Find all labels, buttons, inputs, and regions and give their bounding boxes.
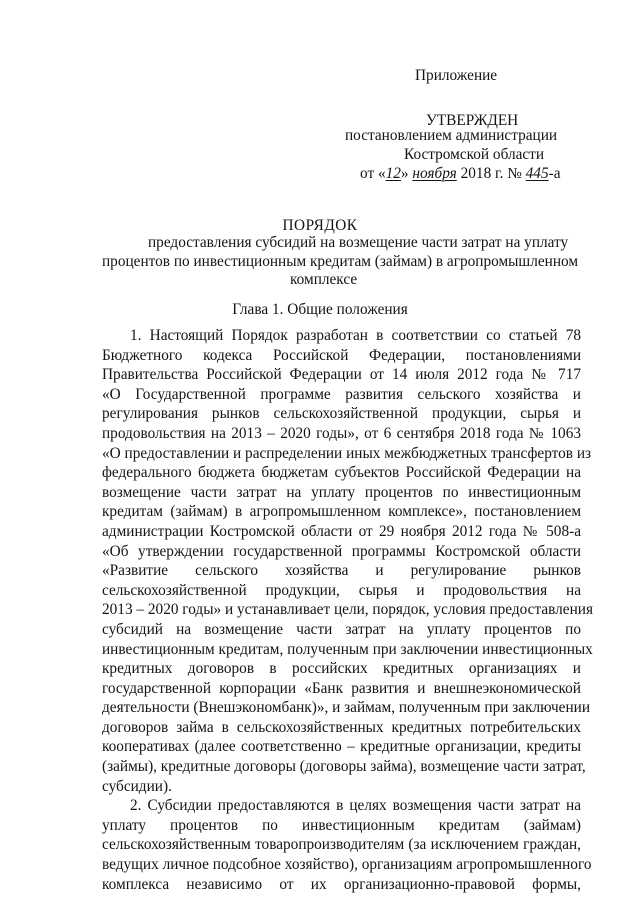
- date-prefix: от «: [360, 165, 386, 182]
- body-line: сельскохозяйственным товаропроизводителям (за исключением граждан,: [102, 836, 581, 854]
- body-line: 2013 – 2020 годы» и устанавливает цели, порядок, условия предоставления: [102, 601, 593, 619]
- body-line: 2. Субсидии предоставляются в целях возмещения части затрат на: [130, 797, 581, 815]
- body-line: 1. Настоящий Порядок разработан в соответствии со статьей 78: [130, 327, 581, 344]
- chapter-heading: Глава 1. Общие положения: [232, 301, 408, 318]
- body-line: «О Государственной программе развития сельского хозяйства и: [102, 385, 581, 403]
- date-month: ноября: [412, 165, 457, 182]
- body-line: сельскохозяйственной продукции, сырья и продовольствия на: [102, 581, 581, 599]
- body-line: регулирования рынков сельскохозяйственной продукции, сырья и: [102, 405, 581, 423]
- subtitle-line-3: комплексе: [290, 271, 358, 288]
- approval-line-1: постановлением администрации: [345, 127, 558, 144]
- document-number: 445: [525, 165, 549, 182]
- body-line: Правительства Российской Федерации от 14 июля 2012 года № 717: [102, 366, 581, 384]
- approval-title: УТВЕРЖДЕН: [426, 112, 519, 129]
- body-line: возмещение части затрат на уплату процентов по инвестиционным: [102, 483, 581, 501]
- body-line: государственной корпорации «Банк развития и внешнеэкономической: [102, 679, 581, 697]
- body-line: ведущих личное подсобное хозяйство), организациям агропромышленного: [102, 856, 592, 874]
- approval-date-line: [360, 164, 561, 184]
- body-line: «О предоставлении и распределении иных межбюджетных трансфертов из: [102, 444, 592, 462]
- subtitle-line-2: процентов по инвестиционным кредитам (займам) в агропромышленном: [102, 253, 579, 270]
- document-title: ПОРЯДОК: [282, 217, 358, 234]
- body-line: продовольствия на 2013 – 2020 годы», от 6 сентября 2018 года № 1063: [102, 424, 581, 442]
- approval-line-2: Костромской области: [404, 146, 545, 163]
- date-mid: »: [400, 165, 413, 182]
- body-line: администрации Костромской области от 29 ноября 2012 года № 508-а: [102, 522, 581, 540]
- body-line: «Об утверждении государственной программы Костромской области: [102, 542, 581, 560]
- body-line: кредитных договоров в российских кредитных организациях и: [102, 660, 581, 678]
- body-line: кооперативах (далее соответственно – кредитные организации, кредиты: [102, 738, 581, 756]
- body-line: (займы), кредитные договоры (договоры займа), возмещение части затрат,: [102, 758, 586, 776]
- body-line: «Развитие сельского хозяйства и регулирование рынков: [102, 562, 581, 580]
- body-line: инвестиционным кредитам, полученным при заключении инвестиционных: [102, 640, 593, 658]
- date-year: 2018 г. №: [456, 165, 526, 182]
- body-text: [102, 326, 593, 894]
- body-line: федерального бюджета бюджетам субъектов Российской Федерации на: [102, 464, 581, 482]
- body-line: кредитам (займам) в агропромышленном комплексе», постановлением: [102, 503, 581, 521]
- body-line: субсидии).: [102, 777, 172, 795]
- body-line: Бюджетного кодекса Российской Федерации, постановлениями: [102, 346, 581, 364]
- subtitle-line-1: предоставления субсидий на возмещение части затрат на уплату: [148, 234, 569, 251]
- number-suffix: -а: [548, 165, 561, 182]
- body-line: комплекса независимо от их организационно-правовой формы,: [102, 875, 581, 893]
- body-line: договоров займа в сельскохозяйственных кредитных потребительских: [102, 718, 581, 736]
- body-line: субсидий на возмещение части затрат на уплату процентов по: [102, 620, 581, 638]
- appendix-label: Приложение: [415, 67, 498, 84]
- body-line: деятельности (Внешэкономбанк)», и займам, полученным при заключении: [102, 699, 591, 717]
- body-line: уплату процентов по инвестиционным кредитам (займам): [102, 816, 581, 834]
- date-day: 12: [385, 165, 401, 182]
